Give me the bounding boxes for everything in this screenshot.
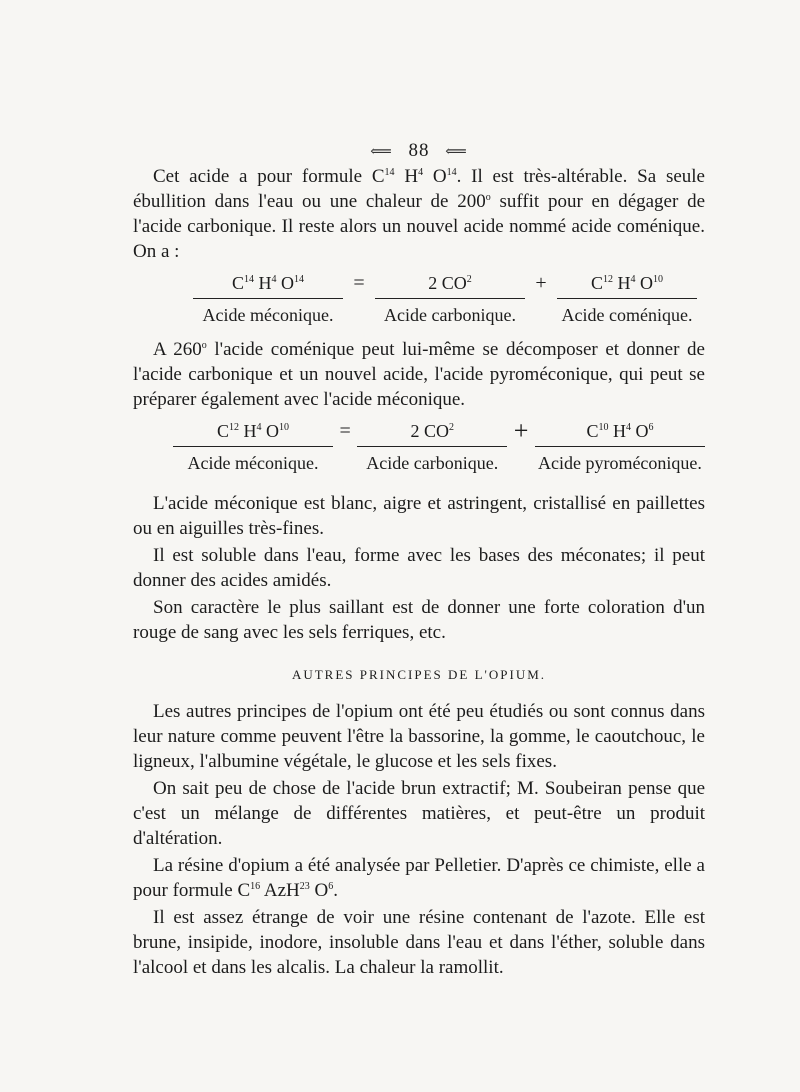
page-body <box>133 140 705 980</box>
equation-2-label-1: Acide méconique. <box>187 453 319 473</box>
equation-1-label-2: Acide carbonique. <box>384 305 516 325</box>
equation-2-label-3: Acide pyroméconique. <box>537 453 702 473</box>
equation-1-label-3: Acide coménique. <box>561 305 693 325</box>
equals-sign: = <box>339 420 351 442</box>
paragraph-5: Son caractère le plus saillant est de donner une forte coloration d'un rouge de sang avec les sels ferriques, etc. <box>133 597 705 643</box>
equation-1-rule-3 <box>557 298 697 299</box>
equation-2 <box>133 418 705 475</box>
equation-1 <box>133 270 705 327</box>
page-number: 88 <box>408 140 430 161</box>
equation-1-term-2: 2 $CO^2$ Acide carbonique. <box>375 270 525 327</box>
paragraph-1: Cet acide a pour formule $C^{14}$ $H^4$ $O^{14}$. Il est très-altérable. Sa seule ébullition dans l'eau ou une chaleur de 200$^o$ suffit pour en dégager de l'acide carbonique. Il reste alors un nouvel acide nommé acide coménique. On a : <box>133 166 705 262</box>
equation-1-rule-1 <box>193 298 343 299</box>
equation-2-label-2: Acide carbonique. <box>366 453 499 473</box>
paragraph-8: La résine d'opium a été analysée par Pelletier. D'après ce chimiste, elle a pour formule $C^{16}$ AzH$^{23}$ $O^6$. <box>133 855 705 901</box>
equation-2-rule-1 <box>173 446 333 447</box>
paragraph-4: Il est soluble dans l'eau, forme avec les bases des méconates; il peut donner des acides amidés. <box>133 545 705 591</box>
ornament-left-icon: ⟸ <box>370 144 393 160</box>
paragraph-7: On sait peu de chose de l'acide brun extractif; M. Soubeiran pense que c'est un mélange de différentes matières, et peut-être un produit d'altération. <box>133 778 705 849</box>
plus-sign: + <box>535 272 547 294</box>
equation-2-term-1: $C^{12}$ $H^4$ $O^{10}$ Acide méconique. <box>173 418 333 475</box>
paragraph-6: Les autres principes de l'opium ont été peu étudiés ou sont connus dans leur nature comme peuvent l'être la bassorine, la gomme, le caoutchouc, le ligneux, l'albumine végétale, le glucose et les sels fixes. <box>133 701 705 772</box>
equals-sign: = <box>353 272 365 294</box>
equation-1-term-3: $C^{12}$ $H^4$ $O^{10}$ Acide coménique. <box>557 270 697 327</box>
equation-1-label-1: Acide méconique. <box>202 305 334 325</box>
section-title: AUTRES PRINCIPES DE L'OPIUM. <box>291 667 547 682</box>
equation-2-rule-3 <box>535 446 705 447</box>
plus-sign: + <box>513 416 529 445</box>
equation-2-term-3: $C^{10}$ $H^4$ $O^6$ Acide pyroméconique. <box>535 418 705 475</box>
page-header <box>133 140 705 162</box>
paragraph-2: A 260$^o$ l'acide coménique peut lui-même se décomposer et donner de l'acide carbonique et un nouvel acide, l'acide pyroméconique, qui peut se préparer également avec l'acide méconique. <box>133 339 705 410</box>
equation-2-term-2: 2 $CO^2$ Acide carbonique. <box>357 418 507 475</box>
equation-2-rule-2 <box>357 446 507 447</box>
paragraph-3: L'acide méconique est blanc, aigre et astringent, cristallisé en paillettes ou en aiguilles très-fines. <box>133 493 705 539</box>
equation-1-term-1: $C^{14}$ $H^4$ $O^{14}$ Acide méconique. <box>193 270 343 327</box>
equation-1-rule-2 <box>375 298 525 299</box>
ornament-right-icon: ⟸ <box>445 144 468 160</box>
paragraph-9: Il est assez étrange de voir une résine contenant de l'azote. Elle est brune, insipide, inodore, insoluble dans l'eau et dans l'éther, soluble dans l'alcool et dans les alcalis. La chaleur la ramollit. <box>133 907 705 978</box>
